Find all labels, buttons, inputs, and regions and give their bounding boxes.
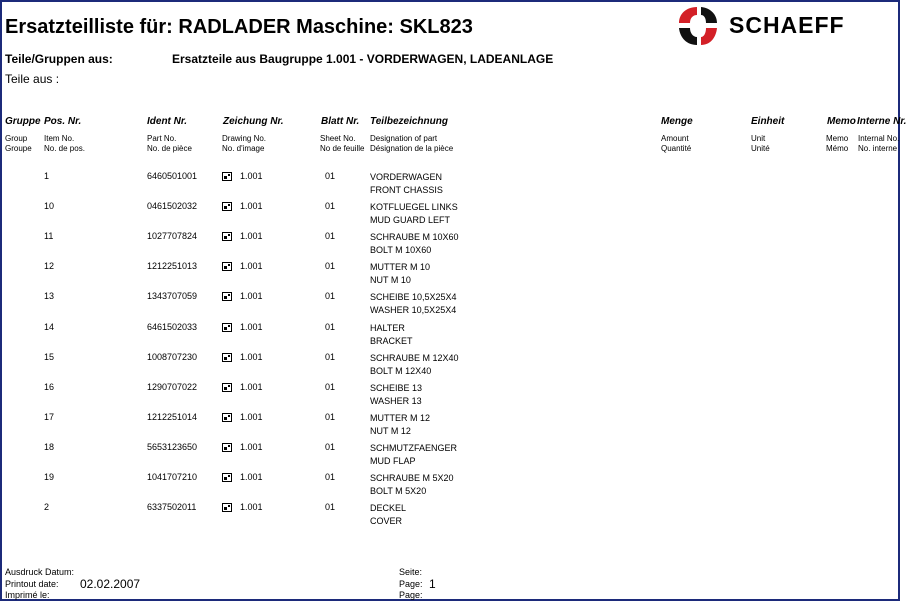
part-designation <box>370 171 443 197</box>
page-title: Ersatzteilliste für: RADLADER Maschine: SKL823 <box>5 16 473 38</box>
part-number: 1008707230 <box>147 352 198 362</box>
part-number: 6460501001 <box>147 171 198 181</box>
col-header-sheet: Blatt Nr. <box>321 116 360 127</box>
part-designation <box>370 472 454 498</box>
part-number: 1027707824 <box>147 231 198 241</box>
item-number: 13 <box>44 291 55 301</box>
part-designation <box>370 261 430 287</box>
drawing-image-icon[interactable] <box>222 202 232 211</box>
designation-en: BOLT M 5X20 <box>370 486 427 496</box>
drawing-number: 1.001 <box>240 352 263 362</box>
part-number: 6337502011 <box>147 502 197 512</box>
part-designation <box>370 412 430 438</box>
col-header-ident: Ident Nr. <box>147 116 188 127</box>
part-designation <box>370 231 459 257</box>
item-number: 15 <box>44 352 55 362</box>
designation-en: COVER <box>370 516 403 526</box>
drawing-number: 1.001 <box>240 442 263 452</box>
table-row <box>2 472 898 500</box>
printout-date-value: 02.02.2007 <box>80 577 141 591</box>
part-designation <box>370 382 422 408</box>
page-label-en: Page: <box>399 579 423 589</box>
item-number: 17 <box>44 412 55 422</box>
item-number: 18 <box>44 442 55 452</box>
designation-de: SCHRAUBE M 5X20 <box>370 473 454 483</box>
designation-en: NUT M 12 <box>370 426 411 436</box>
sheet-number: 01 <box>325 442 336 452</box>
designation-de: SCHEIBE 10,5X25X4 <box>370 292 457 302</box>
part-number: 1343707059 <box>147 291 198 301</box>
group-label: Teile/Gruppen aus: <box>5 52 113 66</box>
col-header-unit: Einheit <box>751 116 785 127</box>
part-number: 1290707022 <box>147 382 198 392</box>
part-designation <box>370 322 413 348</box>
parts-from-label: Teile aus : <box>5 72 60 86</box>
drawing-image-icon[interactable] <box>222 323 232 332</box>
drawing-image-icon[interactable] <box>222 473 232 482</box>
item-number: 12 <box>44 261 55 271</box>
printout-date-label-de: Ausdruck Datum: <box>5 567 75 577</box>
col-sub-internal: Internal No. No. interne <box>858 134 900 153</box>
col-sub-group: Group Groupe <box>5 134 32 153</box>
part-designation <box>370 442 457 468</box>
drawing-image-icon[interactable] <box>222 172 232 181</box>
col-sub-amount: Amount Quantité <box>661 134 692 153</box>
designation-en: WASHER 13 <box>370 396 422 406</box>
table-row <box>2 261 898 289</box>
table-row <box>2 412 898 440</box>
designation-en: BRACKET <box>370 336 413 346</box>
part-number: 6461502033 <box>147 322 198 332</box>
designation-de: SCHRAUBE M 12X40 <box>370 353 459 363</box>
drawing-image-icon[interactable] <box>222 503 232 512</box>
item-number: 14 <box>44 322 55 332</box>
drawing-number: 1.001 <box>240 322 263 332</box>
item-number: 11 <box>44 231 54 241</box>
col-header-internal: Interne Nr. <box>857 116 906 127</box>
sheet-number: 01 <box>325 201 336 211</box>
drawing-image-icon[interactable] <box>222 443 232 452</box>
brand-name: SCHAEFF <box>729 12 845 38</box>
designation-de: SCHMUTZFAENGER <box>370 443 458 453</box>
designation-de: MUTTER M 12 <box>370 413 431 423</box>
designation-de: VORDERWAGEN <box>370 172 443 182</box>
table-row <box>2 442 898 470</box>
drawing-number: 1.001 <box>240 201 263 211</box>
col-header-memo: Memo <box>827 116 856 127</box>
part-number: 5653123650 <box>147 442 198 452</box>
sheet-number: 01 <box>325 291 336 301</box>
table-row <box>2 291 898 319</box>
designation-en: NUT M 10 <box>370 275 411 285</box>
col-header-designation: Teilbezeichnung <box>370 116 448 127</box>
table-row <box>2 322 898 350</box>
col-header-pos: Pos. Nr. <box>44 116 82 127</box>
col-sub-sheet: Sheet No. No de feuille <box>320 134 365 153</box>
table-row <box>2 502 898 530</box>
table-row <box>2 352 898 380</box>
designation-en: FRONT CHASSIS <box>370 185 443 195</box>
part-designation <box>370 291 457 317</box>
col-sub-designation: Designation of part Désignation de la pièce <box>370 134 454 153</box>
sheet-number: 01 <box>325 502 336 512</box>
col-sub-ident: Part No. No. de pièce <box>147 134 192 153</box>
col-header-amount: Menge <box>661 116 693 127</box>
drawing-number: 1.001 <box>240 382 263 392</box>
designation-en: WASHER 10,5X25X4 <box>370 305 457 315</box>
drawing-number: 1.001 <box>240 261 263 271</box>
drawing-image-icon[interactable] <box>222 413 232 422</box>
sheet-number: 01 <box>325 322 336 332</box>
part-number: 1041707210 <box>147 472 198 482</box>
item-number: 2 <box>44 502 50 512</box>
designation-en: BOLT M 10X60 <box>370 245 432 255</box>
brand-logo-icon <box>675 4 721 48</box>
drawing-number: 1.001 <box>240 502 263 512</box>
drawing-number: 1.001 <box>240 472 263 482</box>
page-label-de: Seite: <box>399 567 423 577</box>
group-value: Ersatzteile aus Baugruppe 1.001 - VORDERWAGEN, LADEANLAGE <box>172 52 554 66</box>
designation-de: SCHRAUBE M 10X60 <box>370 232 459 242</box>
drawing-number: 1.001 <box>240 231 263 241</box>
table-row <box>2 171 898 199</box>
col-sub-drawing: Drawing No. No. d'image <box>222 134 267 153</box>
designation-de: HALTER <box>370 323 405 333</box>
col-header-group: Gruppe <box>5 116 41 127</box>
drawing-image-icon[interactable] <box>222 262 232 271</box>
designation-en: MUD GUARD LEFT <box>370 215 451 225</box>
part-designation <box>370 502 406 528</box>
col-header-drawing: Zeichung Nr. <box>223 116 284 127</box>
sheet-number: 01 <box>325 382 336 392</box>
part-designation <box>370 201 458 227</box>
part-number: 0461502032 <box>147 201 198 211</box>
table-row <box>2 201 898 229</box>
sheet-number: 01 <box>325 171 336 181</box>
sheet-number: 01 <box>325 231 336 241</box>
item-number: 16 <box>44 382 55 392</box>
page-label-fr: Page: <box>399 590 423 600</box>
table-row <box>2 231 898 259</box>
brand-logo <box>675 4 865 48</box>
part-number: 1212251013 <box>147 261 198 271</box>
designation-de: DECKEL <box>370 503 407 513</box>
drawing-number: 1.001 <box>240 171 263 181</box>
sheet-number: 01 <box>325 261 336 271</box>
sheet-number: 01 <box>325 412 336 422</box>
sheet-number: 01 <box>325 352 336 362</box>
part-number: 1212251014 <box>147 412 198 422</box>
designation-de: MUTTER M 10 <box>370 262 431 272</box>
printout-date-label-fr: Imprimé le: <box>5 590 50 600</box>
drawing-image-icon[interactable] <box>222 353 232 362</box>
col-sub-memo: Memo Mémo <box>826 134 849 153</box>
drawing-image-icon[interactable] <box>222 383 232 392</box>
drawing-image-icon[interactable] <box>222 292 232 301</box>
drawing-image-icon[interactable] <box>222 232 232 241</box>
designation-de: KOTFLUEGEL LINKS <box>370 202 458 212</box>
designation-en: MUD FLAP <box>370 456 416 466</box>
drawing-number: 1.001 <box>240 412 263 422</box>
printout-date-label-en: Printout date: <box>5 579 59 589</box>
designation-en: BOLT M 12X40 <box>370 366 432 376</box>
col-sub-unit: Unit Unité <box>751 134 770 153</box>
sheet-number: 01 <box>325 472 336 482</box>
table-row <box>2 382 898 410</box>
item-number: 10 <box>44 201 55 211</box>
item-number: 1 <box>44 171 50 181</box>
item-number: 19 <box>44 472 55 482</box>
page-number-value: 1 <box>429 577 436 591</box>
drawing-number: 1.001 <box>240 291 263 301</box>
col-sub-pos: Item No. No. de pos. <box>44 134 85 153</box>
designation-de: SCHEIBE 13 <box>370 383 423 393</box>
part-designation <box>370 352 459 378</box>
